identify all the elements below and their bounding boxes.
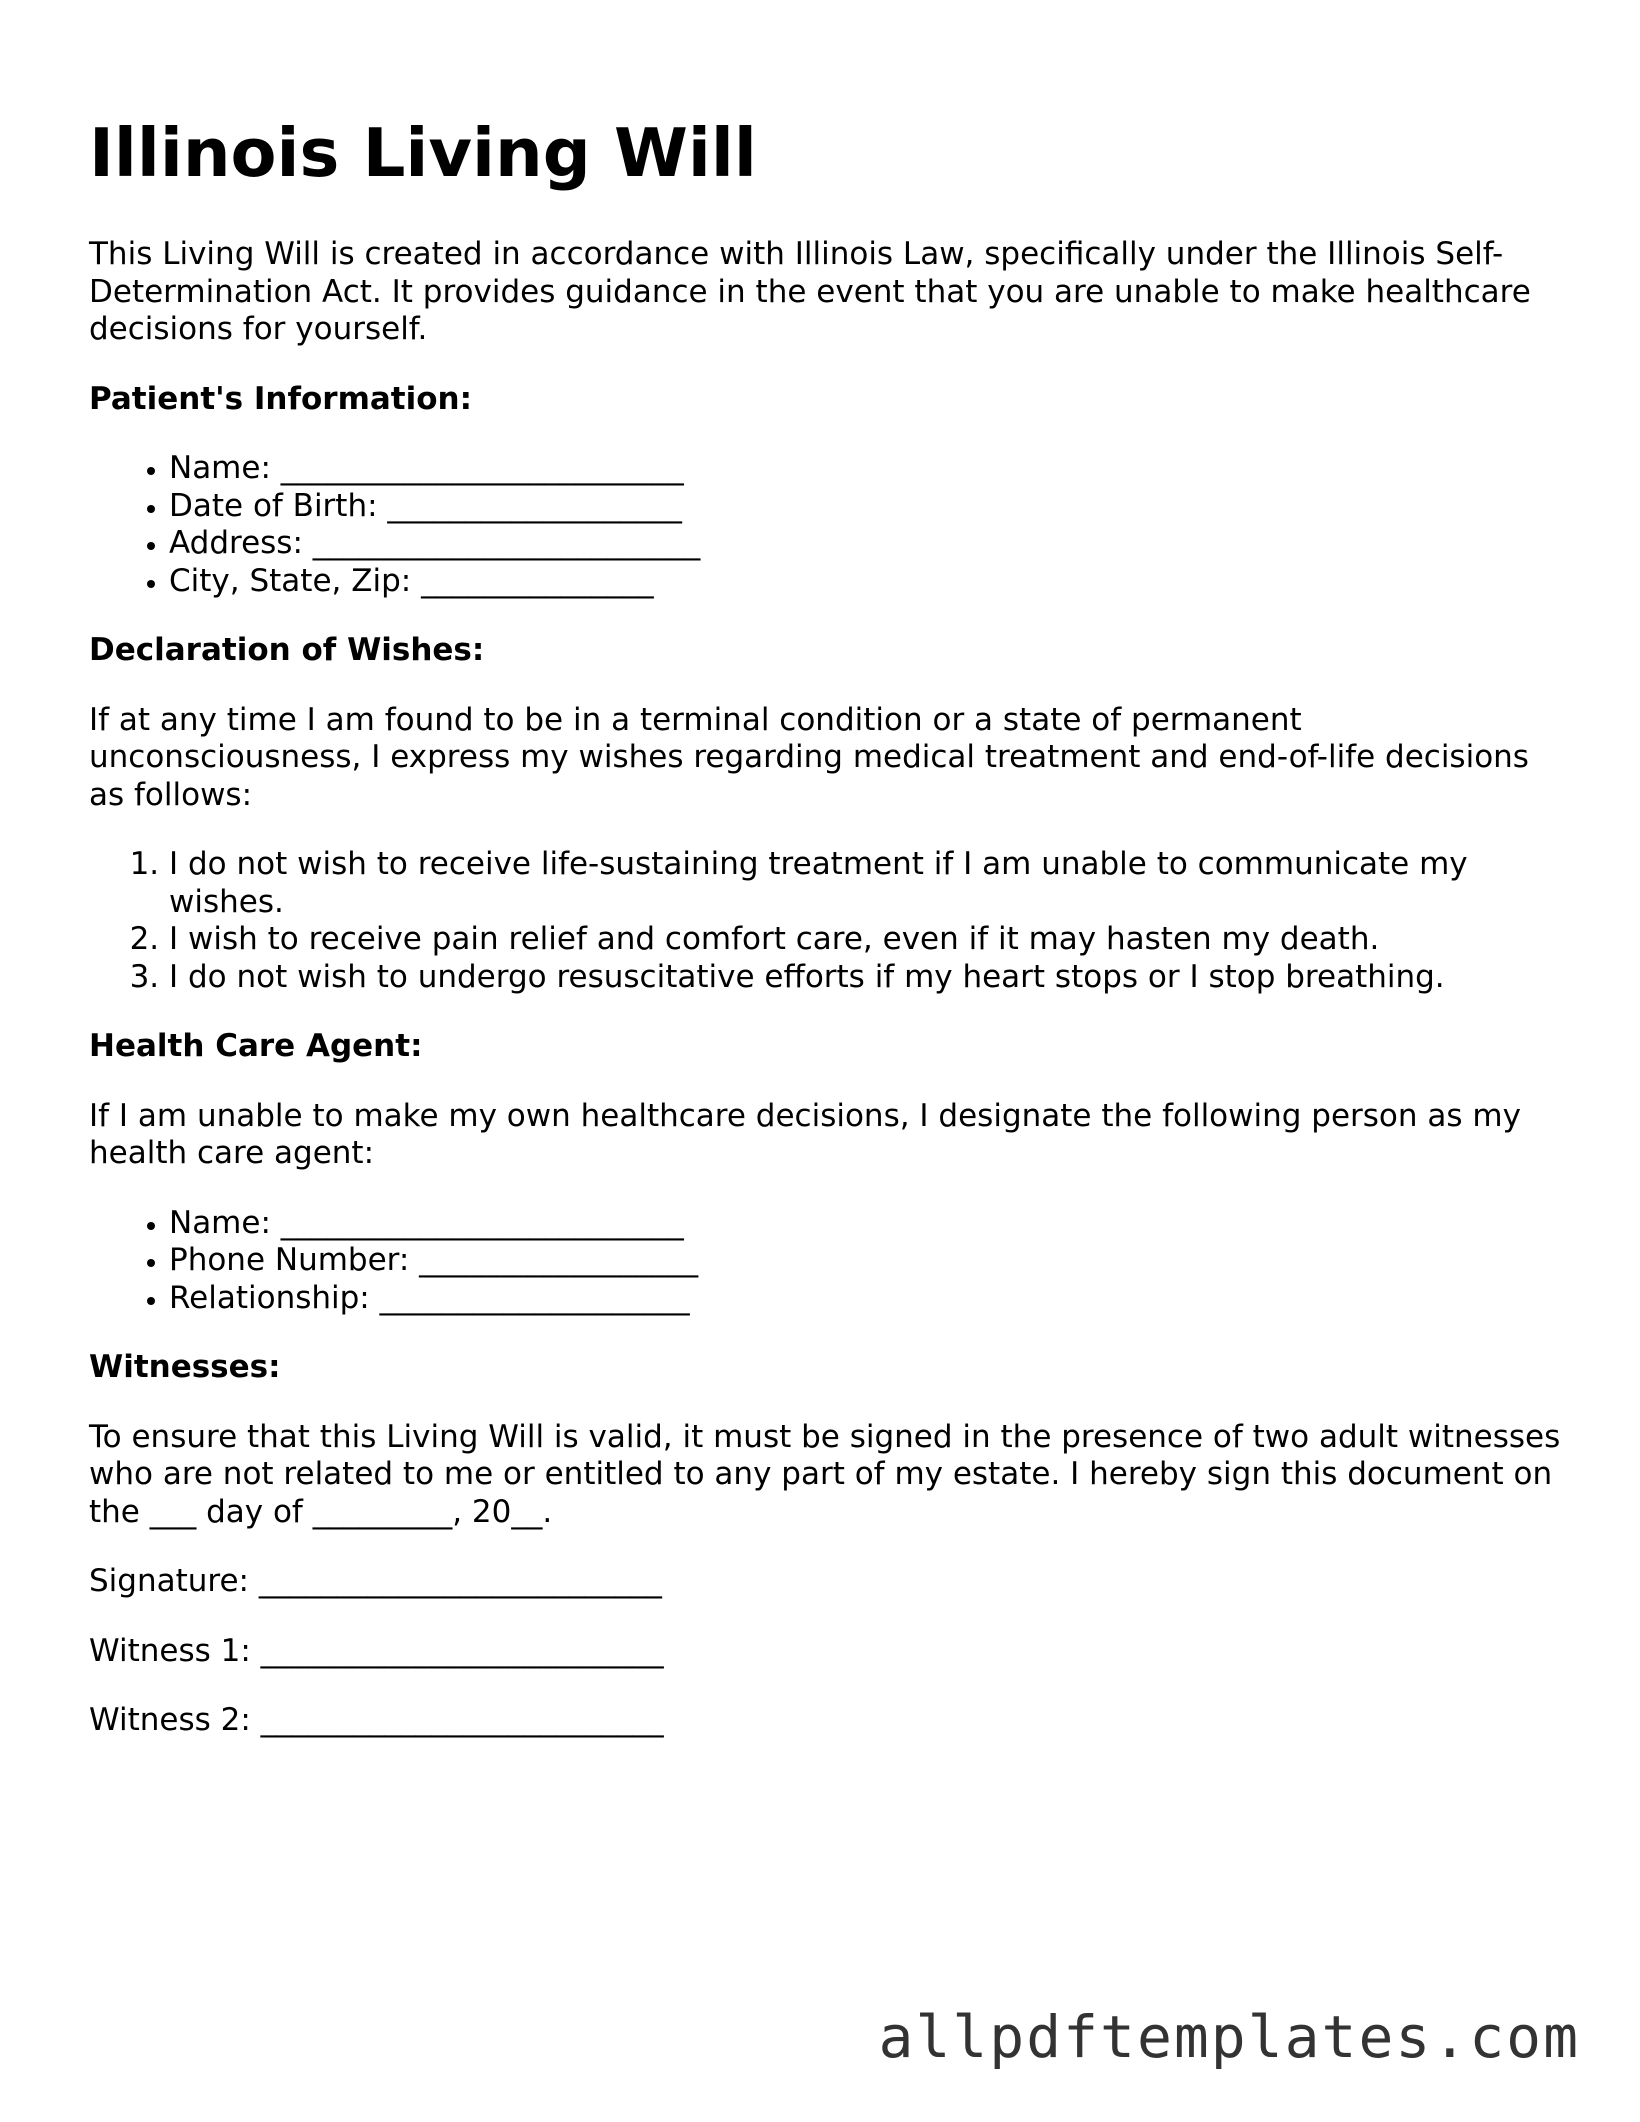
fill-in-blank[interactable]: ____________________: [379, 1279, 690, 1316]
fill-in-blank[interactable]: __________________________: [258, 1563, 662, 1599]
fill-in-blank[interactable]: ___________________: [387, 487, 682, 524]
fill-in-blank[interactable]: _________________________: [312, 525, 701, 561]
agent-heading: Health Care Agent:: [89, 1028, 423, 1064]
fill-in-blank[interactable]: __________________________: [280, 1204, 684, 1241]
patient-city-state-zip-field: • City, State, Zip: _______________: [169, 563, 1569, 601]
fill-in-blank[interactable]: __________________________: [280, 450, 684, 486]
witness-2-line: Witness 2: __________________________: [89, 1702, 664, 1738]
fill-in-blank[interactable]: __________________________: [260, 1632, 664, 1669]
agent-name-field: • Name: __________________________: [169, 1205, 1569, 1243]
page-title: Illinois Living Will: [89, 114, 757, 192]
declaration-item: 2. I wish to receive pain relief and comfort care, even if it may hasten my death.: [169, 921, 1569, 959]
watermark: allpdftemplates.com: [878, 2003, 1580, 2071]
agent-paragraph: If I am unable to make my own healthcare decisions, I designate the following person as my health care agent:: [89, 1097, 1521, 1171]
declaration-list: [89, 846, 1569, 996]
document-page: [89, 108, 1569, 1772]
witnesses-heading: Witnesses:: [89, 1349, 281, 1385]
agent-phone-field: • Phone Number: __________________: [169, 1242, 1569, 1280]
patient-name-field: • Name: __________________________: [169, 450, 1569, 488]
declaration-item: 1. I do not wish to receive life-sustaining treatment if I am unable to communicate my wishes.: [169, 846, 1569, 921]
patient-field-list: [89, 450, 1569, 600]
declaration-heading: Declaration of Wishes:: [89, 632, 485, 668]
agent-relationship-field: • Relationship: ____________________: [169, 1280, 1569, 1318]
witnesses-paragraph: To ensure that this Living Will is valid, it must be signed in the presence of two adult witnesses who are not related to me or entitled to any part of my estate. I hereby sign this document on the ___ day of _________, 20__.: [89, 1418, 1561, 1530]
signature-line: Signature: __________________________: [89, 1563, 662, 1599]
fill-in-blank[interactable]: __________________: [419, 1242, 699, 1278]
declaration-item: 3. I do not wish to undergo resuscitative efforts if my heart stops or I stop breathing.: [169, 959, 1569, 997]
fill-in-blank[interactable]: __________________________: [260, 1702, 664, 1738]
patient-address-field: • Address: _________________________: [169, 525, 1569, 563]
witness-1-line: Witness 1: __________________________: [89, 1632, 664, 1669]
patient-dob-field: • Date of Birth: ___________________: [169, 488, 1569, 526]
agent-field-list: [89, 1205, 1569, 1318]
fill-in-blank[interactable]: _______________: [421, 562, 654, 599]
patient-heading: Patient's Information:: [89, 380, 473, 417]
intro-paragraph: This Living Will is created in accordance with Illinois Law, specifically under the Illinois Self-Determination Act. It provides guidance in the event that you are unable to make healthcare decisions for yourself.: [89, 236, 1531, 347]
declaration-paragraph: If at any time I am found to be in a terminal condition or a state of permanent unconsciousness, I express my wishes regarding medical treatment and end-of-life decisions as follows:: [89, 701, 1529, 813]
